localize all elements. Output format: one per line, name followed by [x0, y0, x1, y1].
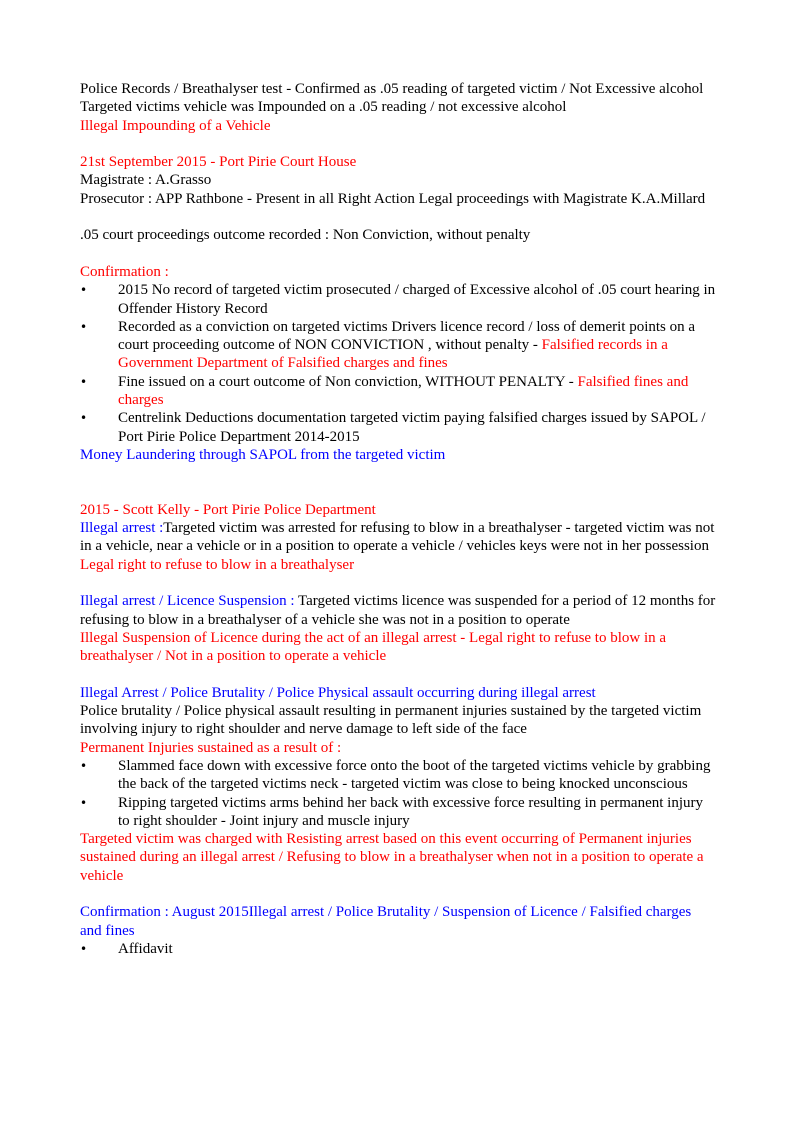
- confirmation-2-list: [80, 940, 716, 958]
- list-item: • Recorded as a conviction on targeted victims Drivers licence record / loss of demerit points on a court proceeding outcome of NON CONVICTION , without penalty - Falsified records in a Government Department of Falsified charges and fines: [80, 318, 716, 373]
- suspension-paragraph: Illegal arrest / Licence Suspension : Targeted victims licence was suspended for a period of 12 months for refusing to blow in a breathalyser of a vehicle she was not in a position to operate: [80, 593, 716, 628]
- brutality-text: Police brutality / Police physical assault resulting in permanent injuries sustained by the targeted victim involving injury to right shoulder and nerve damage to left side of the face: [80, 703, 702, 738]
- document-body: [80, 80, 716, 958]
- injuries-heading: Permanent Injuries sustained as a result of :: [80, 739, 342, 756]
- confirmation-2-heading: Confirmation : August 2015Illegal arrest / Police Brutality / Suspension of Licence / Falsified charges and fines: [80, 904, 692, 939]
- injuries-list: [80, 757, 716, 830]
- suspension-red-line: Illegal Suspension of Licence during the act of an illegal arrest - Legal right to refuse to blow in a breathalyser / Not in a position to operate a vehicle: [80, 629, 667, 665]
- court-outcome: .05 court proceedings outcome recorded : Non Conviction, without penalty: [80, 227, 531, 244]
- legal-right-line: Legal right to refuse to blow in a breathalyser: [80, 556, 355, 573]
- laundering-line: Money Laundering through SAPOL from the targeted victim: [80, 446, 446, 463]
- charged-paragraph: Targeted victim was charged with Resisting arrest based on this event occurring of Permanent injuries sustained during an illegal arrest / Refusing to blow in a breathalyser when not in a position to operate a vehicle: [80, 831, 704, 884]
- illegal-arrest-paragraph: Illegal arrest :Targeted victim was arrested for refusing to blow in a breathalyser - targeted victim was not in a vehicle, near a vehicle or in a position to operate a vehicle / vehicles keys were not in her possession: [80, 520, 715, 555]
- list-item: • Slammed face down with excessive force onto the boot of the targeted victims vehicle by grabbing the back of the targeted victims neck - targeted victim was close to being knocked unconscious: [80, 757, 716, 794]
- confirmation-list: [80, 281, 716, 446]
- list-item: • Fine issued on a court outcome of Non conviction, WITHOUT PENALTY - Falsified fines and charges: [80, 373, 716, 410]
- court-magistrate: Magistrate : A.Grasso: [80, 172, 212, 189]
- list-item: • Centrelink Deductions documentation targeted victim paying falsified charges issued by SAPOL / Port Pirie Police Department 2014-2015: [80, 409, 716, 446]
- kelly-heading: 2015 - Scott Kelly - Port Pirie Police Department: [80, 501, 376, 518]
- list-item: • Ripping targeted victims arms behind her back with excessive force resulting in permanent injury to right shoulder - Joint injury and muscle injury: [80, 794, 716, 831]
- intro-line-3: Illegal Impounding of a Vehicle: [80, 117, 271, 134]
- list-item: • 2015 No record of targeted victim prosecuted / charged of Excessive alcohol of .05 court hearing in Offender History Record: [80, 281, 716, 318]
- list-item: • Affidavit: [80, 940, 716, 958]
- confirmation-heading: Confirmation :: [80, 263, 169, 280]
- court-heading: 21st September 2015 - Port Pirie Court House: [80, 154, 357, 171]
- intro-line-2: Targeted victims vehicle was Impounded on a .05 reading / not excessive alcohol: [80, 99, 567, 116]
- intro-line-1: Police Records / Breathalyser test - Confirmed as .05 reading of targeted victim / Not Excessive alcohol: [80, 81, 704, 97]
- court-prosecutor: Prosecutor : APP Rathbone - Present in all Right Action Legal proceedings with Magistrate K.A.Millard: [80, 190, 706, 207]
- brutality-heading: Illegal Arrest / Police Brutality / Police Physical assault occurring during illegal arrest: [80, 684, 596, 701]
